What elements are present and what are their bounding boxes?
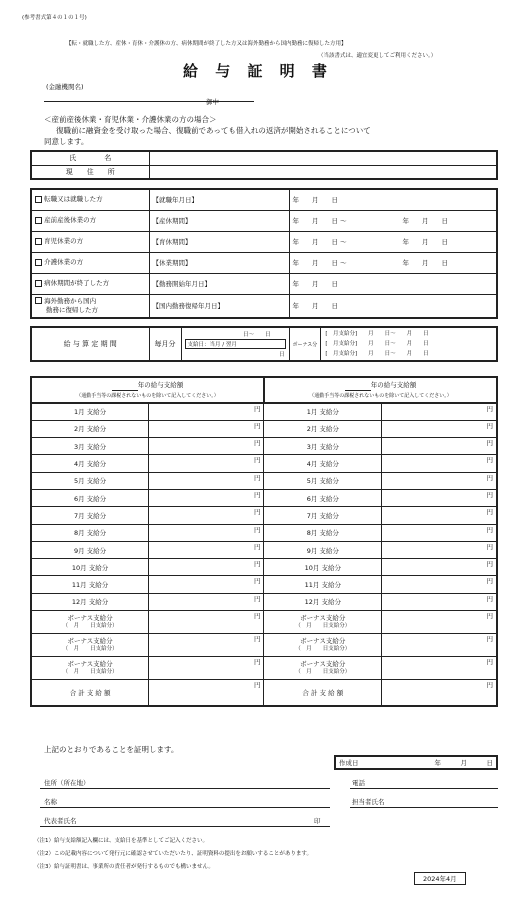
month-label: 8月 支給分: [31, 524, 149, 541]
bonus-pay-label: ボーナス支給分: [67, 637, 113, 646]
status-row: [31, 210, 497, 231]
status-date-cell[interactable]: [289, 189, 497, 210]
yen-unit: 円: [253, 594, 261, 603]
status-table: [30, 188, 498, 319]
yen-unit: 円: [486, 490, 493, 499]
sign-rep-line[interactable]: [40, 826, 330, 827]
amount-field[interactable]: [382, 420, 497, 437]
yen-unit: 円: [486, 525, 493, 534]
status-checkbox[interactable]: [35, 259, 42, 266]
address-label: 現 住 所: [31, 165, 149, 179]
yen-unit: 円: [486, 508, 493, 517]
pay-month-row: [31, 559, 497, 576]
yen-unit: 円: [486, 439, 493, 448]
month-label: 10月 支給分: [31, 559, 149, 576]
top-note-2: （当該書式は、適宜変更してご利用ください。）: [318, 53, 437, 59]
pay-month-row: [31, 507, 497, 524]
status-checkbox[interactable]: [35, 196, 42, 203]
yen-unit: 円: [253, 473, 261, 482]
yen-unit: 円: [253, 681, 261, 690]
sign-company-label: 名称: [44, 798, 57, 806]
created-label: 作成日: [339, 759, 359, 767]
bonus-amount-field[interactable]: [382, 634, 497, 657]
yen-unit: 円: [253, 421, 261, 430]
bonus-amount-field[interactable]: [382, 611, 497, 634]
status-checkbox[interactable]: [35, 238, 42, 245]
pay-month-row: [31, 420, 497, 437]
yen-unit: 円: [486, 594, 493, 603]
monthly-period[interactable]: [181, 327, 289, 361]
pay-bonus-row: [31, 657, 497, 680]
address-field[interactable]: [149, 165, 497, 179]
pay-month-row: [31, 489, 497, 506]
form-code: (参考書式第４の１の１号): [22, 15, 87, 21]
bonus-pay-sub: （ 月 日支給分）: [295, 623, 351, 630]
month-label: 9月 支給分: [264, 541, 382, 558]
status-date: 年 月 日 ～: [292, 238, 347, 246]
status-checkbox[interactable]: [35, 280, 42, 287]
status-row: [31, 231, 497, 252]
pay-year-header: 年の給与支給額: [370, 380, 417, 389]
leave-heading: ＜産前産後休業・育児休業・介護休業の方の場合＞: [44, 115, 217, 124]
monthly-label: 毎月分: [149, 327, 181, 361]
sign-staff-line[interactable]: [350, 807, 498, 808]
bonus-pay-label: ボーナス支給分: [300, 660, 346, 669]
yen-unit: 円: [486, 456, 493, 465]
person-table: [30, 150, 498, 180]
status-date-cell[interactable]: [289, 210, 497, 231]
status-field: 【産休期間】: [149, 210, 289, 231]
name-label: 氏 名: [31, 151, 149, 165]
day-range: 日～ 日: [242, 332, 271, 338]
pay-month-row: [31, 541, 497, 558]
yen-unit: 円: [253, 577, 261, 586]
pay-total-row: [31, 680, 497, 706]
status-date-cell[interactable]: [289, 294, 497, 318]
amount-field[interactable]: [382, 524, 497, 541]
bonus-amount-field[interactable]: [149, 611, 264, 634]
yen-unit: 円: [253, 612, 261, 621]
amount-field[interactable]: [149, 593, 264, 610]
amount-field[interactable]: [149, 559, 264, 576]
month-label: 2月 支給分: [31, 420, 149, 437]
status-field: 【就職年月日】: [149, 189, 289, 210]
month-label: 11月 支給分: [264, 576, 382, 593]
pay-month-row: [31, 576, 497, 593]
amount-field[interactable]: [382, 593, 497, 610]
total-amount-field[interactable]: [149, 680, 264, 706]
bonus-period-row: [ 月支給分] 月 日～ 月 日: [325, 341, 429, 347]
created-date-box[interactable]: [334, 755, 498, 770]
amount-field[interactable]: [382, 576, 497, 593]
status-date-cell[interactable]: [289, 252, 497, 273]
sign-address-label: 住所（所在地）: [44, 779, 90, 787]
note-1: （注1）給与支給額記入欄には、支給日を基準としてご記入ください。: [34, 838, 209, 844]
bank-name-line[interactable]: [44, 101, 254, 102]
yen-unit: 円: [253, 525, 261, 534]
pay-month-row: [31, 455, 497, 472]
yen-unit: 円: [486, 421, 493, 430]
status-field: 【育休期間】: [149, 231, 289, 252]
month-label: 7月 支給分: [264, 507, 382, 524]
yen-unit: 円: [486, 405, 493, 413]
status-label: 病休期間が終了した方: [44, 279, 110, 287]
bank-label: (金融機関名): [46, 83, 84, 91]
status-row: [31, 294, 497, 318]
sign-phone-line[interactable]: [350, 788, 498, 789]
status-label: 介護休業の方: [44, 258, 84, 266]
pay-month-row: [31, 438, 497, 455]
month-label: 11月 支給分: [31, 576, 149, 593]
amount-field[interactable]: [149, 403, 264, 420]
total-label: 合 計 支 給 額: [264, 680, 382, 706]
amount-field[interactable]: [382, 472, 497, 489]
bonus-period-row: [ 月支給分] 月 日～ 月 日: [325, 351, 429, 357]
bonus-period-row: [ 月支給分] 月 日～ 月 日: [325, 331, 429, 337]
status-field: 【休業期間】: [149, 252, 289, 273]
month-label: 9月 支給分: [31, 541, 149, 558]
month-label: 4月 支給分: [31, 455, 149, 472]
amount-field[interactable]: [382, 507, 497, 524]
status-date-end: 年 月 日: [402, 259, 448, 267]
name-field[interactable]: [149, 151, 497, 165]
yen-unit: 円: [253, 508, 261, 517]
version-box: 2024年4月: [414, 872, 466, 885]
page-title: 給 与 証 明 書: [183, 62, 333, 80]
bonus-amount-field[interactable]: [382, 657, 497, 680]
pay-header-row: [31, 377, 497, 403]
status-checkbox[interactable]: [35, 297, 42, 304]
certify-text: 上記のとおりであることを証明します。: [44, 745, 179, 754]
month-label: 7月 支給分: [31, 507, 149, 524]
status-date: 年 月 日: [292, 302, 338, 311]
sign-staff-label: 担当者氏名: [352, 798, 385, 806]
bonus-label: ボーナス分: [289, 327, 321, 361]
created-date: 年 月 日: [434, 759, 493, 767]
status-date: 年 月 日: [292, 280, 338, 288]
status-checkbox[interactable]: [35, 217, 42, 224]
yen-unit: 円: [486, 542, 493, 551]
calc-label: 給 与 算 定 期 間: [31, 327, 149, 361]
status-row: [31, 189, 497, 210]
amount-field[interactable]: [149, 524, 264, 541]
yen-unit: 円: [253, 635, 261, 644]
status-date-cell[interactable]: [289, 273, 497, 294]
month-label: 5月 支給分: [31, 472, 149, 489]
pay-header-sub: （通勤手当等の課税されないものを除いて記入してください。）: [309, 392, 452, 399]
pay-month-row: [31, 472, 497, 489]
amount-field[interactable]: [149, 420, 264, 437]
sign-phone-label: 電話: [352, 779, 365, 787]
amount-field[interactable]: [149, 507, 264, 524]
total-label: 合 計 支 給 額: [31, 680, 149, 706]
pay-month-row: [31, 403, 497, 420]
pay-year-header: 年の給与支給額: [137, 380, 184, 389]
bonus-pay-label: ボーナス支給分: [67, 614, 113, 623]
month-label: 10月 支給分: [264, 559, 382, 576]
bonus-pay-label: ボーナス支給分: [67, 660, 113, 669]
amount-field[interactable]: [149, 455, 264, 472]
bonus-pay-sub: （ 月 日支給分）: [62, 623, 118, 630]
month-label: 8月 支給分: [264, 524, 382, 541]
payday-day: 日: [278, 352, 285, 358]
month-label: 6月 支給分: [31, 489, 149, 506]
yen-unit: 円: [486, 473, 493, 482]
leave-text: 復職前に融資金を受け取った場合、復職前であっても借入れの返済が開始されることについて: [56, 126, 371, 135]
bonus-amount-field[interactable]: [149, 634, 264, 657]
year-field[interactable]: [112, 380, 138, 391]
status-date: 年 月 日: [292, 196, 338, 205]
pay-bonus-row: [31, 634, 497, 657]
month-label: 12月 支給分: [264, 593, 382, 610]
status-date-cell[interactable]: [289, 231, 497, 252]
yen-unit: 円: [486, 577, 493, 586]
status-date-end: 年 月 日: [402, 238, 448, 246]
status-date: 年 月 日 ～: [292, 259, 347, 267]
bonus-pay-label: ボーナス支給分: [300, 637, 346, 646]
sign-company-line[interactable]: [40, 807, 330, 808]
top-note: 【転・就職した方、産休・育休・介護休の方、病休期間が終了した方又は海外勤務から国内勤務に復帰した方用】: [66, 41, 347, 47]
yen-unit: 円: [253, 490, 261, 499]
yen-unit: 円: [253, 456, 261, 465]
onchu-label: 御中: [206, 98, 219, 106]
status-label: 育児休業の方: [44, 237, 84, 245]
bonus-pay-sub: （ 月 日支給分）: [295, 669, 351, 676]
bonus-amount-field[interactable]: [149, 657, 264, 680]
month-label: 6月 支給分: [264, 489, 382, 506]
pay-month-row: [31, 524, 497, 541]
status-date-end: 年 月 日: [402, 217, 448, 225]
month-label: 3月 支給分: [264, 438, 382, 455]
seal-mark: 印: [314, 817, 321, 825]
month-label: 1月 支給分: [264, 403, 382, 420]
amount-field[interactable]: [382, 403, 497, 420]
month-label: 5月 支給分: [264, 472, 382, 489]
amount-field[interactable]: [382, 541, 497, 558]
amount-field[interactable]: [149, 576, 264, 593]
yen-unit: 円: [253, 542, 261, 551]
pay-month-row: [31, 593, 497, 610]
payday: 支給日：当月 / 翌月: [185, 339, 286, 349]
amount-field[interactable]: [149, 489, 264, 506]
amount-field[interactable]: [382, 455, 497, 472]
status-field: 【勤務開始年月日】: [149, 273, 289, 294]
status-row: [31, 252, 497, 273]
amount-field[interactable]: [382, 559, 497, 576]
status-label: 転職又は就職した方: [44, 195, 103, 204]
calc-period-table: [30, 326, 498, 362]
amount-field[interactable]: [382, 438, 497, 455]
month-label: 4月 支給分: [264, 455, 382, 472]
total-amount-field[interactable]: [382, 680, 497, 706]
leave-text-2: 同意します。: [44, 137, 89, 146]
pay-bonus-row: [31, 611, 497, 634]
sign-rep-label: 代表者氏名: [44, 817, 77, 825]
yen-unit: 円: [253, 439, 261, 448]
amount-field[interactable]: [149, 472, 264, 489]
yen-unit: 円: [486, 658, 493, 667]
month-label: 3月 支給分: [31, 438, 149, 455]
pay-header-sub: （通勤手当等の課税されないものを除いて記入してください。）: [76, 392, 219, 399]
status-label-2: 勤務に復帰した方: [46, 305, 98, 314]
yen-unit: 円: [486, 560, 493, 569]
yen-unit: 円: [486, 681, 493, 690]
bonus-pay-sub: （ 月 日支給分）: [62, 646, 118, 653]
status-field: 【国内勤務復帰年月日】: [149, 294, 289, 318]
note-2: （注2）この記載内容について発行元に確認させていただいたり、証明資料の提出をお願いすることがあります。: [34, 851, 312, 857]
amount-field[interactable]: [149, 438, 264, 455]
bonus-pay-label: ボーナス支給分: [300, 614, 346, 623]
bonus-periods[interactable]: [321, 327, 497, 361]
yen-unit: 円: [486, 612, 493, 621]
status-label: 海外勤務から国内: [44, 296, 97, 305]
amount-field[interactable]: [382, 489, 497, 506]
yen-unit: 円: [253, 560, 261, 569]
yen-unit: 円: [486, 635, 493, 644]
month-label: 1月 支給分: [31, 403, 149, 420]
status-row: [31, 273, 497, 294]
month-label: 2月 支給分: [264, 420, 382, 437]
yen-unit: 円: [253, 405, 261, 413]
amount-field[interactable]: [149, 541, 264, 558]
status-label: 産前産後休業の方: [44, 216, 97, 224]
sign-address-line[interactable]: [40, 788, 330, 789]
status-date: 年 月 日 ～: [292, 217, 347, 225]
yen-unit: 円: [253, 658, 261, 667]
pay-table: [30, 376, 498, 707]
month-label: 12月 支給分: [31, 593, 149, 610]
bonus-pay-sub: （ 月 日支給分）: [295, 646, 351, 653]
year-field[interactable]: [345, 380, 371, 391]
note-3: （注3）給与証明書は、事業所の責任者が発行するものでも構いません。: [34, 864, 214, 870]
bonus-pay-sub: （ 月 日支給分）: [62, 669, 118, 676]
